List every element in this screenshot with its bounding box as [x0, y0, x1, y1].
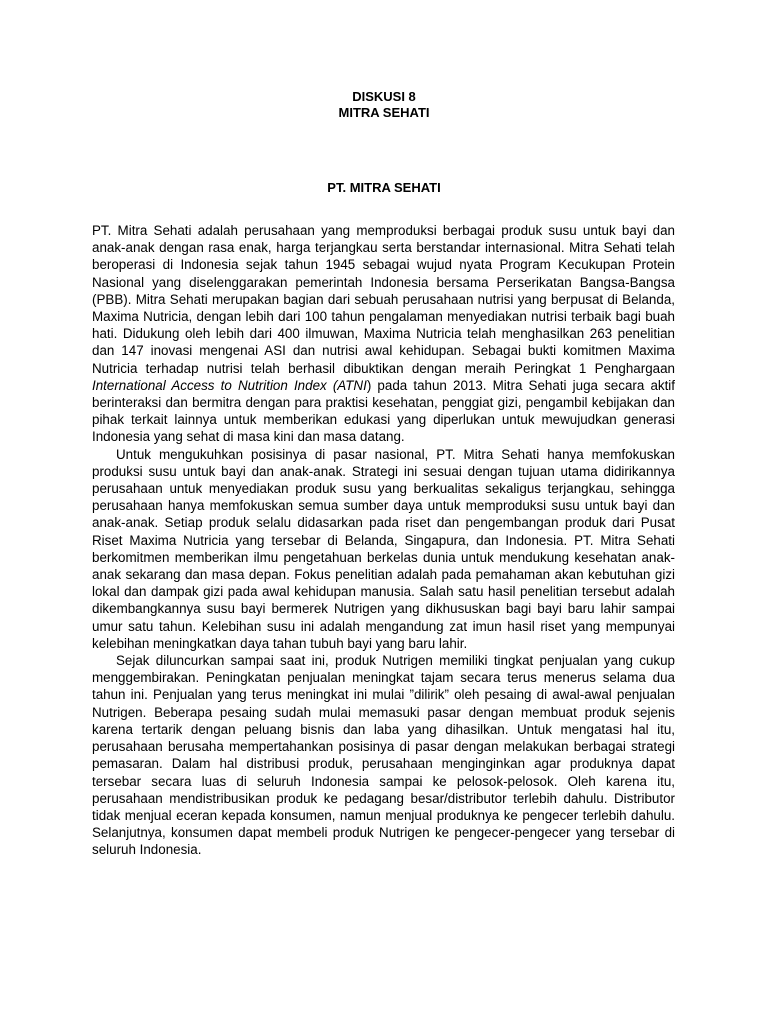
document-subtitle: MITRA SEHATI	[338, 105, 430, 120]
document-body	[92, 222, 675, 859]
paragraph-1-text-a: PT. Mitra Sehati adalah perusahaan yang memproduksi berbagai produk susu untuk bayi dan anak-anak dengan rasa enak, harga terjangkau serta berstandar internasional. Mitra Sehati telah beroperasi di Indonesia sejak tahun 1945 sebagai wujud nyata Program Kecukupan Protein Nasional yang diselenggarakan pemerintah Indonesia bersama Perserikatan Bangsa-Bangsa (PBB). Mitra Sehati merupakan bagian dari sebuah perusahaan nutrisi yang berpusat di Belanda, Maxima Nutricia, dengan lebih dari 100 tahun pengalaman menyediakan nutrisi terbaik bagi buah hati. Didukung oleh lebih dari 400 ilmuwan, Maxima Nutricia telah menghasilkan 263 penelitian dan 147 inovasi mengenai ASI dan nutrisi awal kehidupan. Sebagai bukti komitmen Maxima Nutricia terhadap nutrisi telah berhasil dibuktikan dengan meraih Peringkat 1 Penghargaan	[92, 223, 675, 376]
document-title: DISKUSI 8	[352, 89, 416, 104]
paragraph-1-italic: International Access to Nutrition Index (ATNI	[92, 377, 367, 393]
paragraph-3: Sejak diluncurkan sampai saat ini, produk Nutrigen memiliki tingkat penjualan yang cukup menggembirakan. Peningkatan penjualan meningkat tajam secara terus menerus selama dua tahun ini. Penjualan yang terus meningkat ini mulai ”dilirik” oleh pesaing di awal-awal penjualan Nutrigen. Beberapa pesaing sudah mulai memasuki pasar dengan membuat produk sejenis karena tertarik dengan peluang bisnis dan laba yang dihasilkan. Untuk mengatasi hal itu, perusahaan berusaha mempertahankan posisinya di pasar dengan melakukan berbagai strategi pemasaran. Dalam hal distribusi produk, perusahaan menginginkan agar produknya dapat tersebar secara luas di seluruh Indonesia sampai ke pelosok-pelosok. Oleh karena itu, perusahaan mendistribusikan produk ke pedagang besar/distributor terlebih dahulu. Distributor tidak menjual eceran kepada konsumen, namun menjual produknya ke pengecer terlebih dahulu. Selanjutnya, konsumen dapat membeli produk Nutrigen ke pengecer-pengecer yang tersebar di seluruh Indonesia.	[92, 653, 675, 858]
paragraph-1-text-b: ) pada tahun 2013. Mitra Sehati juga secara aktif berinteraksi dan bermitra dengan para praktisi kesehatan, penggiat gizi, pengambil kebijakan dan pihak terkait lainnya untuk memberikan edukasi yang diperlukan untuk mewujudkan generasi Indonesia yang sehat di masa kini dan masa datang.	[92, 377, 676, 445]
paragraph-2: Untuk mengukuhkan posisinya di pasar nasional, PT. Mitra Sehati hanya memfokuskan produksi susu untuk bayi dan anak-anak. Strategi ini sesuai dengan tujuan utama didirikannya perusahaan untuk menyediakan produk susu yang berkualitas sekaligus terjangkau, sehingga perusahaan hanya memfokuskan semua sumber daya untuk memproduksi susu untuk bayi dan anak-anak. Setiap produk selalu didasarkan pada riset dan pengembangan produk dari Pusat Riset Maxima Nutricia yang tersebar di Belanda, Singapura, dan Indonesia. PT. Mitra Sehati berkomitmen memberikan ilmu pengetahuan berkelas dunia untuk mendukung kesehatan anak-anak sekarang dan masa depan. Fokus penelitian adalah pada pemahaman akan kebutuhan gizi lokal dan dampak gizi pada awal kehidupan manusia. Salah satu hasil penelitian tersebut adalah dikembangkannya susu bayi bermerek Nutrigen yang dikhususkan bagi bayi baru lahir sampai umur satu tahun. Kelebihan susu ini adalah mengandung zat imun hasil riset yang mempunyai kelebihan meningkatkan daya tahan tubuh bayi yang baru lahir.	[92, 446, 675, 651]
paragraph-1	[92, 222, 675, 446]
section-heading: PT. MITRA SEHATI	[327, 180, 441, 195]
